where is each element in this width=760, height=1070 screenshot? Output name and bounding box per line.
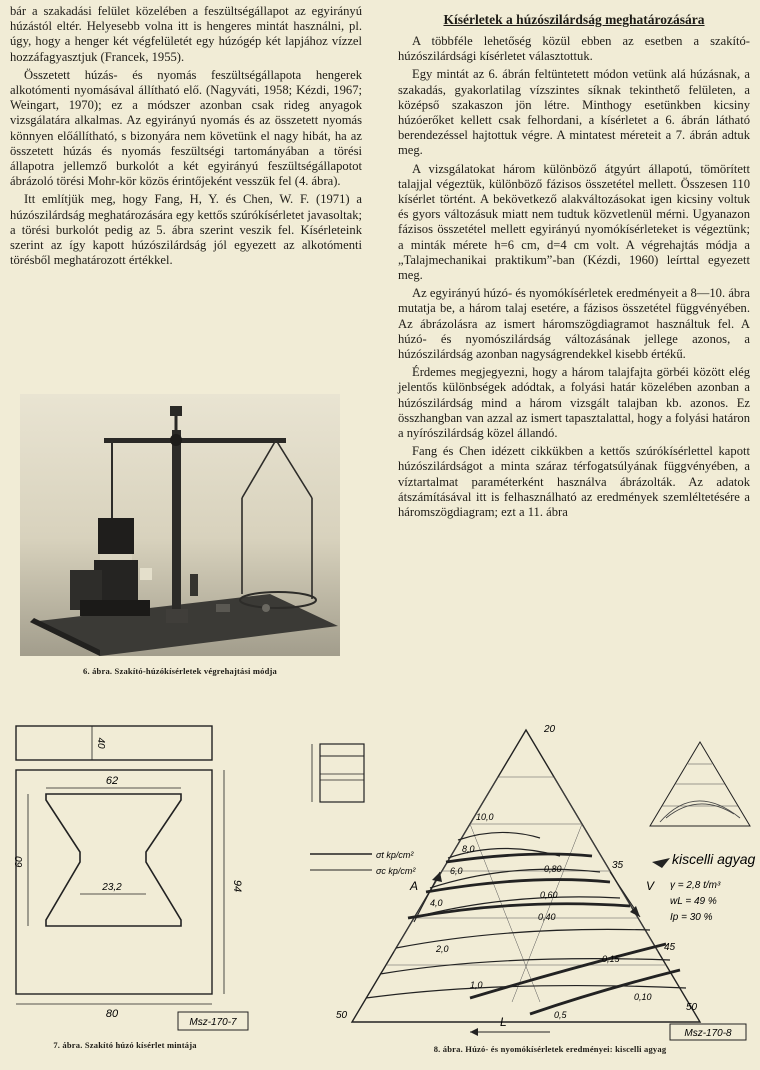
axis-bottom-label: L (500, 1015, 507, 1029)
left-column (10, 4, 362, 271)
curve-label: 2,0 (436, 944, 449, 954)
balance-apparatus-illustration (20, 394, 340, 656)
curve-label: 0,15 (602, 954, 620, 964)
dim-left-label: 60 (14, 856, 25, 868)
axis-right-label: V (646, 879, 655, 893)
arrow-head-icon (652, 858, 670, 868)
arrow-head-icon (470, 1028, 478, 1036)
stamp-text: Msz-170-8 (684, 1028, 732, 1039)
property-ip: Ip = 30 % (670, 912, 713, 923)
axis-left-label: A (410, 879, 419, 893)
property-wl: wL = 49 % (670, 896, 717, 907)
paragraph: Az egyirányú húzó- és nyomókísérletek eredményeit a 8—10. ábra mutatja be, a három talaj esetére, a fázisos összetétel függvényében. Az ábrázolásra az ismert háromszögdiagramot használtuk fel. A húzó- és nyomószilárdság változásának jellege azonos, a húzószilárdság azonban nagyságrendekkel kisebb értékű. (398, 286, 750, 362)
dim-neck-label: 23,2 (102, 882, 122, 893)
dim-height-label: 94 (231, 879, 243, 893)
tick-top-label: 20 (544, 724, 556, 735)
curve-label: 1,0 (470, 980, 483, 990)
curve-label: 0,60 (540, 890, 558, 900)
figure-6-caption: 6. ábra. Szakító-húzókísérletek végrehajtási módja (83, 666, 277, 676)
legend-sigma-t-label: σt kp/cm² (376, 850, 414, 860)
paragraph: A vizsgálatokat három különböző átgyúrt állapotú, tömörített talajjal végeztük, különböző fázisos összetétel mellett. Összesen 110 kísérlet történt. A bekövetkező alakváltozásokat igen kicsiny voltuk és gyors változásuk miatt nem tudtuk közvetlenül mérni. Ugyanazon fázisos összetétel mellett egyirányú nyomókísérleteket is végeztünk; a minták mérete h=6 cm, d=4 cm volt. A végrehajtás módja a „Talajmechanikai praktikum”-ban (Kézdi, 1960) leírttal egyezett meg. (398, 161, 750, 283)
paragraph: Itt említjük meg, hogy Fang, H, Y. és Chen, W. F. (1971) a húzószilárdság meghatározására egy kettős szúrókísérletet javasoltak; a törési burkolót pedig az 5. ábra szerint veszik fel. Kísérleteink szerint az így kapott húzószilárdság jól egyezett az alkotómenti törésből meghatározott értékkel. (10, 192, 362, 268)
tick-r35-label: 35 (612, 860, 624, 871)
curve-label: 0,80 (544, 864, 562, 874)
tick-r45-label: 45 (664, 942, 676, 953)
curve-label: 4,0 (430, 898, 443, 908)
soil-name-label: kiscelli agyag (672, 851, 756, 867)
curve-label: 6,0 (450, 866, 463, 876)
paragraph: Fang és Chen idézett cikkükben a kettős szúrókísérlettel kapott húzószilárdságot a minta száraz térfogatsúlyának függvényében, a víztartalmat paraméterként használva ábrázolták. Az adatok átszámításával itt is felhasználható az eredmények szemléltetésére a háromszögdiagram; ezt a 11. ábra (398, 444, 750, 520)
paragraph: Összetett húzás- és nyomás feszültségállapota hengerek alkotómenti nyomásával állítható elő. (Nagyváti, 1958; Kézdi, 1967; Weingart, 1970); ez a módszer azonban csak rideg anyagok vizsgálatára alkalmas. Az egyirányú nyomás és az összetett nyomás könnyen előállítható, s bizonyára nem követünk el nagy hibát, ha az összetett húzás és nyomás feszültségi tartományában a törési állapotra jellemző burkolót a két egyirányú feszültségállapotot ábrázoló törési Mohr-kör közös érintőjeként vesszük fel (4. ábra). (10, 67, 362, 189)
tick-l50-label: 50 (336, 1010, 348, 1021)
dim-thickness-label: 40 (95, 737, 106, 749)
stamp-text: Msz-170-7 (189, 1017, 237, 1028)
figure-7-caption: 7. ábra. Szakító húzó kísérlet mintája (53, 1040, 197, 1050)
section-heading: Kísérletek a húzószilárdság meghatározására (443, 12, 705, 27)
dim-bottom-label: 80 (105, 1008, 119, 1020)
dim-top-label: 62 (105, 775, 119, 787)
curve-label: 8,0 (462, 844, 475, 854)
paragraph: Egy mintát az 6. ábrán feltüntetett módon vetünk alá húzásnak, a szakadás, gyakorlatilag vízszintes síknak tekinthető felületen, a középső szakaszon jön létre. Minthogy esetünkben kicsiny húzóerőket kellett csak felhordani, a kísérletet a 6. ábrán látható berendezéssel hajtottuk végre. A mintatest méreteit a 7. ábrán adtuk meg. (398, 67, 750, 158)
legend-sigma-c-label: σc kp/cm² (376, 866, 416, 876)
paragraph: Érdemes megjegyezni, hogy a három talajfajta görbéi között elég jelentős különbségek adódtak, a folyási határ közelében azonban a húzószilárdság mind a három vizsgált talajban kb. azonos. Ez összhangban van azzal az ismert tapasztalattal, hogy a folyási határon a nyírószilárdság közel állandó. (398, 365, 750, 441)
right-column (398, 4, 750, 523)
figure-6-photo (20, 394, 340, 656)
paragraph: A többféle lehetőség közül ebben az esetben a szakító-húzószilárdsági kísérletet választottuk. (398, 34, 750, 64)
property-gamma: γ = 2,8 t/m³ (670, 880, 721, 891)
paragraph: bár a szakadási felület közelében a feszültségállapot az egyirányú húzástól eltér. Helyesebb volna itt is hengeres mintát használni, pl. úgy, hogy a henger két végfelületét egy húzógép két lapjához vízzel hozzáfagyasztjuk (Francek, 1955). (10, 4, 362, 64)
figure-8-triangle-diagram (300, 722, 756, 1042)
figure-7-specimen-drawing (6, 712, 256, 1037)
curve-label: 0,10 (634, 992, 652, 1002)
curve-label: 0,40 (538, 912, 556, 922)
figure-8-caption: 8. ábra. Húzó- és nyomókísérletek eredményei: kiscelli agyag (433, 1044, 667, 1054)
curve-label: 0,5 (554, 1010, 567, 1020)
curve-label: 10,0 (476, 812, 494, 822)
tick-r50-label: 50 (686, 1002, 698, 1013)
